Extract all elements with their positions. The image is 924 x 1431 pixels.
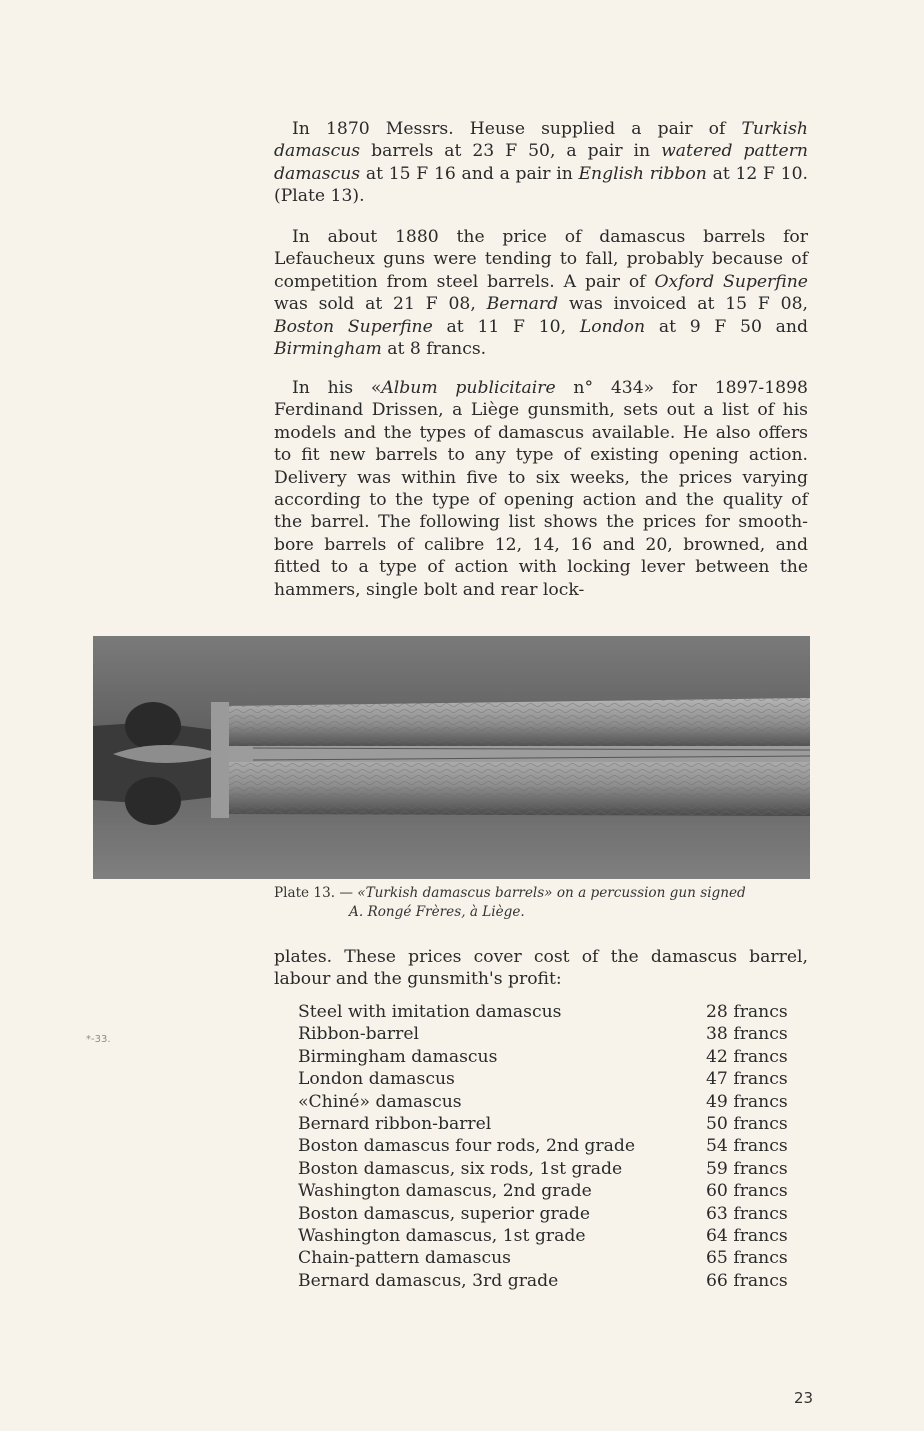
item-name: Boston damascus, six rods, 1st grade bbox=[298, 1158, 623, 1179]
item-name: Boston damascus four rods, 2nd grade bbox=[298, 1136, 636, 1157]
text-span: at 15 F 16 and a pair in bbox=[360, 163, 579, 184]
item-price: 64 francs bbox=[706, 1225, 788, 1246]
italic-term: Birmingham bbox=[274, 339, 382, 360]
page-number: 23 bbox=[794, 1389, 814, 1407]
item-price: 60 francs bbox=[706, 1181, 788, 1202]
list-item bbox=[298, 1091, 798, 1113]
item-name: Washington damascus, 2nd grade bbox=[298, 1181, 592, 1202]
caption-line-2: A. Rongé Frères, à Liège. bbox=[349, 904, 525, 920]
text-span: was invoiced at 15 F 08, bbox=[558, 294, 808, 315]
caption-label: Plate 13. — bbox=[274, 885, 358, 901]
italic-term: London bbox=[579, 316, 646, 337]
text-span: at 12 F 10. (Plate 13). bbox=[274, 163, 809, 207]
text-span: In about 1880 the price of damascus barrels for Lefaucheux guns were tending to fall, probably because of competition from steel barrels. A pair of bbox=[274, 227, 808, 292]
text-span: In his « bbox=[292, 378, 382, 398]
item-name: Washington damascus, 1st grade bbox=[298, 1225, 586, 1246]
list-item bbox=[298, 1046, 798, 1068]
item-name: Steel with imitation damascus bbox=[298, 1002, 562, 1022]
item-price: 49 francs bbox=[706, 1091, 788, 1112]
margin-mark: *-33. bbox=[86, 1034, 111, 1045]
gun-barrels-image bbox=[93, 636, 810, 879]
text-span: at 9 F 50 and bbox=[645, 316, 808, 337]
item-name: Ribbon-barrel bbox=[298, 1024, 420, 1045]
price-list bbox=[298, 1001, 798, 1292]
list-item bbox=[298, 1247, 798, 1269]
italic-term: Bernard bbox=[486, 294, 559, 315]
list-item bbox=[298, 1001, 798, 1023]
italic-term: English ribbon bbox=[578, 163, 707, 184]
caption-line-1: «Turkish damascus barrels» on a percussion gun signed bbox=[357, 885, 746, 901]
item-name: Boston damascus, superior grade bbox=[298, 1203, 591, 1224]
list-item bbox=[298, 1135, 798, 1157]
paragraph-2 bbox=[274, 226, 808, 360]
item-price: 50 francs bbox=[706, 1113, 788, 1134]
text-span: was sold at 21 F 08, bbox=[274, 294, 487, 315]
item-name: Bernard damascus, 3rd grade bbox=[298, 1270, 559, 1291]
text-span: barrels at 23 F 50, a pair in bbox=[360, 141, 662, 162]
paragraph-4: plates. These prices cover cost of the damascus barrel, labour and the gunsmith's profit: bbox=[274, 947, 808, 990]
item-price: 54 francs bbox=[706, 1136, 788, 1157]
plate-caption bbox=[274, 884, 814, 922]
list-item bbox=[298, 1113, 798, 1135]
item-price: 59 francs bbox=[706, 1158, 788, 1179]
italic-term: Boston Superfine bbox=[274, 316, 433, 337]
text-span: n° 434» for 1897-1898 Ferdinand Drissen, a Liège gunsmith, sets out a list of his models and the types of damascus available. He also offers to fit new barrels to any type of existing opening action. Delivery was within five to six weeks, the prices varying according to the type of opening action and the quality of the barrel. The following list shows the prices for smooth-bore barrels of calibre 12, 14, 16 and 20, browned, and fitted to a type of action with locking lever between the hammers, single bolt and rear lock- bbox=[274, 378, 808, 600]
item-name: «Chiné» damascus bbox=[298, 1091, 462, 1112]
item-price: 47 francs bbox=[706, 1069, 788, 1090]
italic-term: Album publicitaire bbox=[381, 378, 556, 398]
item-price: 66 francs bbox=[706, 1270, 788, 1291]
list-item bbox=[298, 1023, 798, 1045]
italic-term: Oxford Superfine bbox=[654, 271, 808, 292]
plate-13-photo bbox=[93, 636, 810, 879]
item-price: 65 francs bbox=[706, 1248, 788, 1269]
item-name: Chain-pattern damascus bbox=[298, 1248, 511, 1269]
item-price: 28 francs bbox=[706, 1002, 788, 1022]
list-item bbox=[298, 1180, 798, 1202]
list-item bbox=[298, 1225, 798, 1247]
italic-term: watered pattern damascus bbox=[274, 141, 808, 184]
item-name: Birmingham damascus bbox=[298, 1046, 498, 1067]
text-span: In 1870 Messrs. Heuse supplied a pair of bbox=[292, 119, 742, 139]
item-price: 42 francs bbox=[706, 1046, 788, 1067]
text-span: at 8 francs. bbox=[381, 339, 487, 360]
paragraph-1 bbox=[274, 118, 808, 208]
list-item bbox=[298, 1270, 798, 1292]
list-item bbox=[298, 1203, 798, 1225]
list-item bbox=[298, 1068, 798, 1090]
item-name: London damascus bbox=[298, 1069, 455, 1090]
item-name: Bernard ribbon-barrel bbox=[298, 1113, 492, 1134]
paragraph-3 bbox=[274, 377, 808, 601]
item-price: 38 francs bbox=[706, 1024, 788, 1045]
text-span: at 11 F 10, bbox=[432, 316, 580, 337]
list-item bbox=[298, 1158, 798, 1180]
item-price: 63 francs bbox=[706, 1203, 788, 1224]
italic-term: Turkish damascus bbox=[274, 119, 808, 162]
